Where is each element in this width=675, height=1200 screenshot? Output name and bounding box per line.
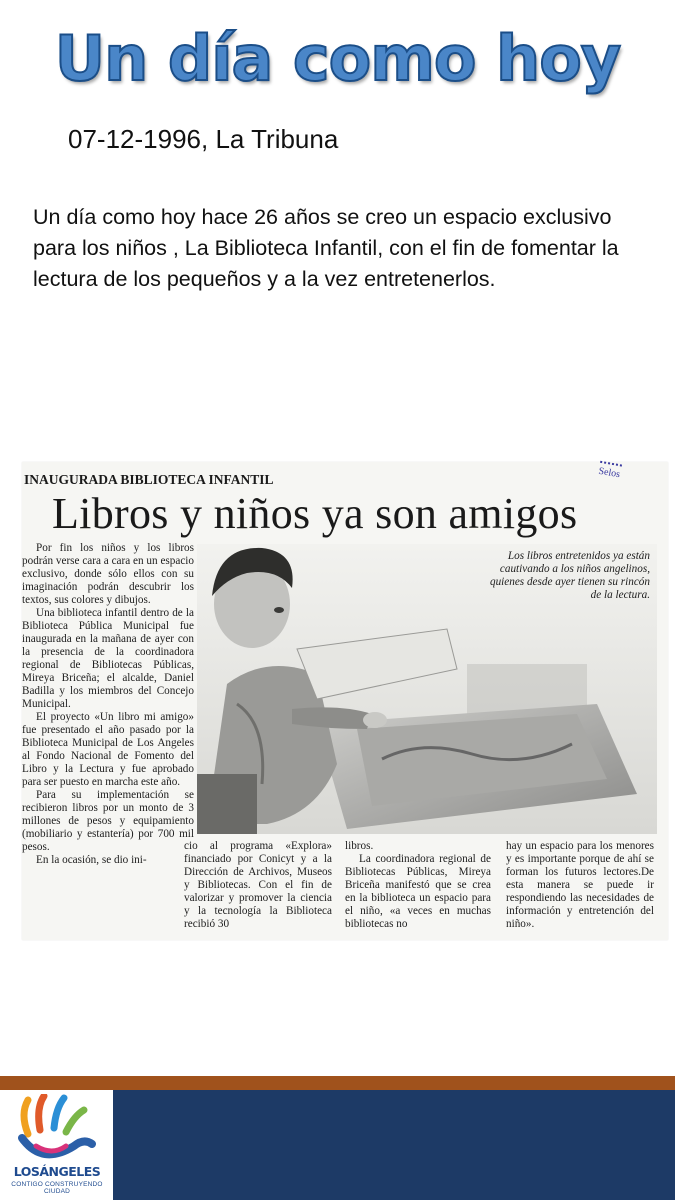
page-title: Un día como hoy (54, 22, 621, 95)
intro-paragraph: Un día como hoy hace 26 años se creo un espacio exclusivo para los niños , La Biblioteca Infantil, con el fin de fomentar la lectura de los pequeños y a la vez entretenerlos. (33, 205, 619, 291)
article-paragraph: hay un espacio para los menores y es importante porque de ahí se forman los futuros lectores.De esta manera se puede ir respondiendo las necesidades de información y entretención del niño». (506, 840, 654, 930)
municipality-logo (0, 1090, 113, 1200)
article-paragraph: El proyecto «Un libro mi amigo» fue presentado el año pasado por la Biblioteca Municipal de Los Angeles al Fondo Nacional de Fomento del Libro y la Lectura y fue aprobado para ser puesto en marcha este año. (22, 711, 194, 788)
logo-tagline: CONTIGO CONSTRUYENDO CIUDAD (11, 1181, 103, 1195)
photo-caption: Los libros entretenidos ya están cautivando a los niños angelinos, quienes desde ayer tienen su rincón de la lectura. (489, 550, 650, 601)
article-column-4 (506, 840, 654, 931)
article-column-3 (345, 840, 491, 931)
article-paragraph: Para su implementación se recibieron libros por un monto de 3 millones de pesos y equipamiento (mobiliario y estantería) por 700 mil pesos. (22, 789, 194, 853)
hand-logo-icon (14, 1094, 98, 1164)
logo-wordmark: LOSÁNGELES (13, 1164, 101, 1179)
archive-stamp-text: Selos (598, 461, 622, 481)
newspaper-clipping (22, 462, 668, 940)
article-column-1 (22, 542, 194, 867)
article-paragraph: Una biblioteca infantil dentro de la Biblioteca Pública Municipal fue inaugurada en la mañana de ayer con la presencia de la coordinadora regional de Bibliotecas Públicas, Mireya Briceña; el alcalde, Daniel Badilla y los miembros del Concejo Municipal. (22, 607, 194, 710)
archive-stamp (597, 461, 662, 493)
article-column-2 (184, 840, 332, 931)
article-paragraph: libros. (345, 840, 374, 852)
article-paragraph: Por fin los niños y los libros podrán verse cara a cara en un espacio exclusivo, donde sólo ellos con su imaginación podrán descubrir los textos, sus colores y dibujos. (22, 542, 194, 606)
article-paragraph: cio al programa «Explora» financiado por Conicyt y a la Dirección de Archivos, Museos y Bibliotecas. Con el fin de valorizar y promover la ciencia y la tecnología la Biblioteca recibió 30 (184, 840, 332, 930)
clipping-headline: Libros y niños ya son amigos (52, 489, 578, 538)
article-paragraph: La coordinadora regional de Bibliotecas Públicas, Mireya Briceña manifestó que se crea en la biblioteca un espacio para el niño, «a veces en muchas bibliotecas no (345, 853, 491, 930)
dateline: 07-12-1996, La Tribuna (68, 124, 339, 154)
footer-stripe (0, 1076, 675, 1090)
clipping-kicker: INAUGURADA BIBLIOTECA INFANTIL (24, 472, 274, 487)
article-paragraph: En la ocasión, se dio ini- (36, 854, 147, 866)
